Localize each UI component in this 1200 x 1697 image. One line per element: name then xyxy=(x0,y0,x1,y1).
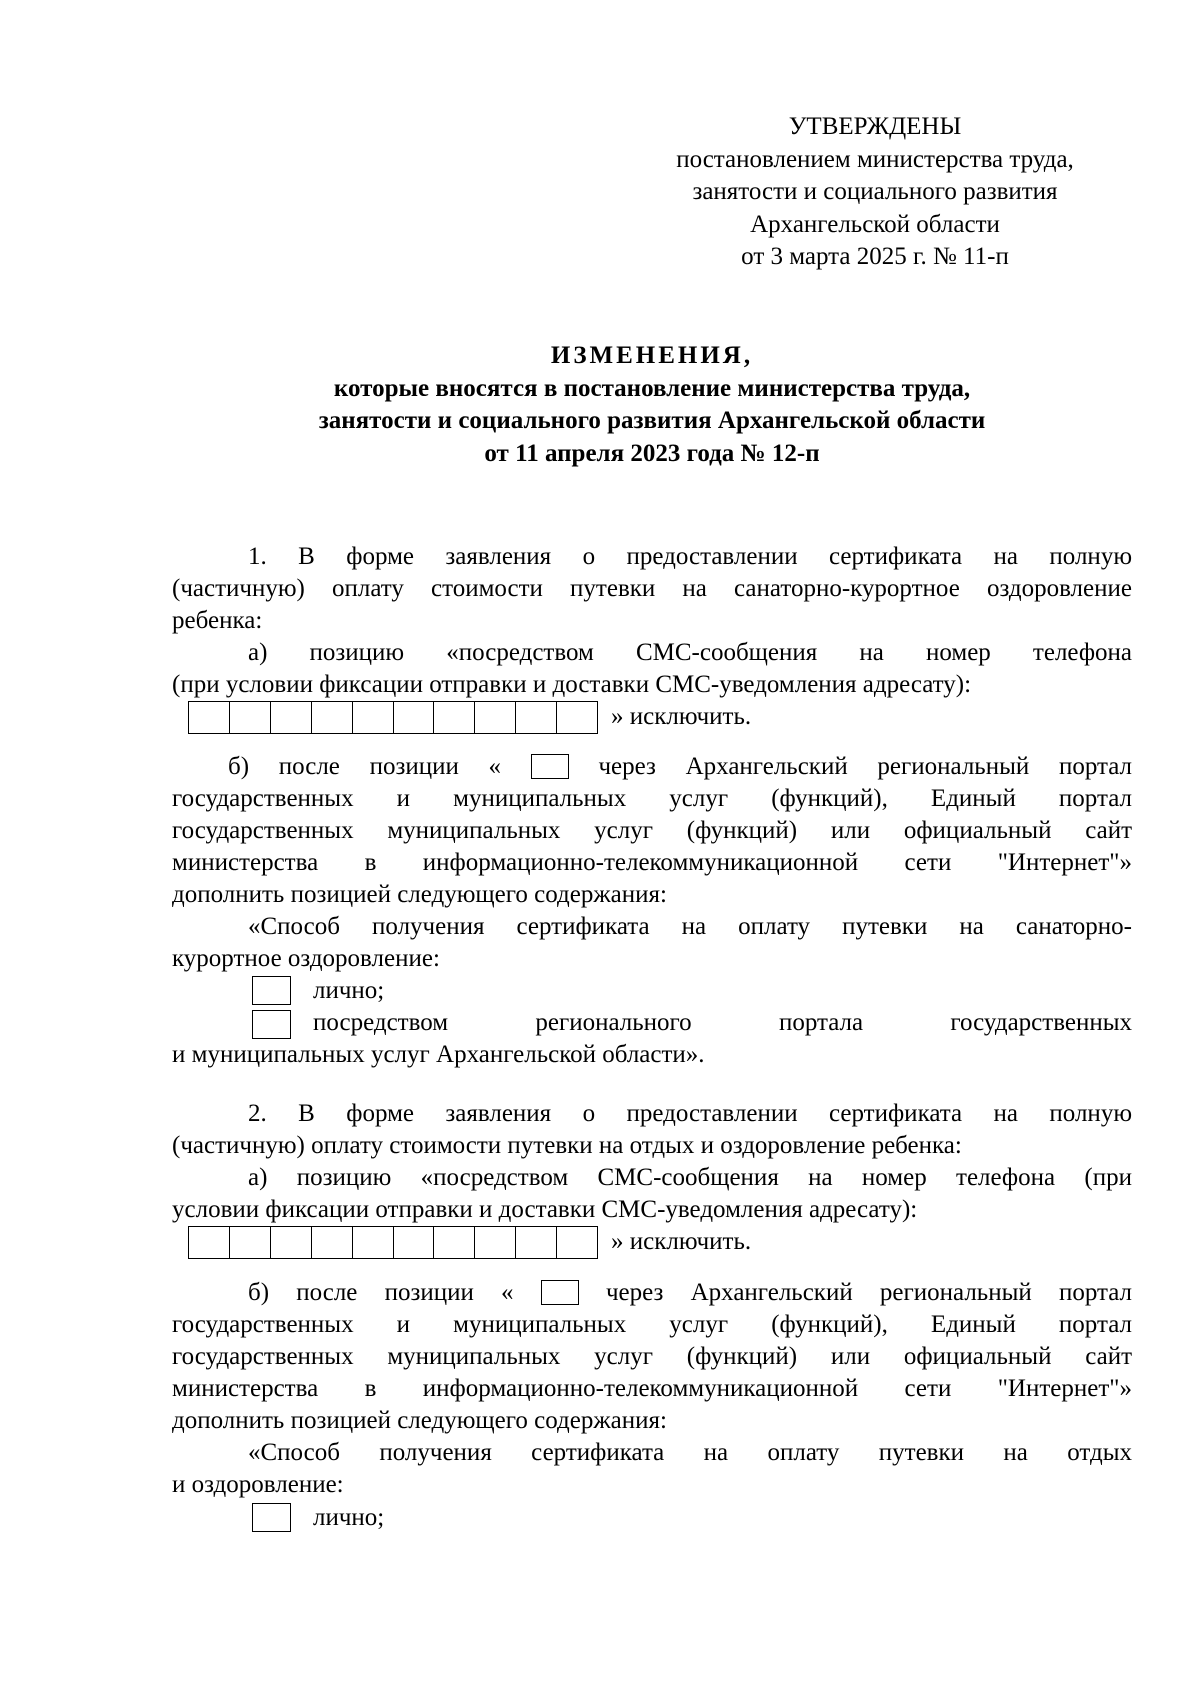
paragraph-line: дополнить позицией следующего содержания: xyxy=(172,881,667,908)
title-line: от 11 апреля 2023 года № 12-п xyxy=(484,439,820,467)
phone-number-cells xyxy=(188,701,598,734)
position-prefix: б) после позиции « xyxy=(228,753,502,780)
title-line: которые вносятся в постановление министерства труда, xyxy=(333,374,971,402)
paragraph-line: 1. В форме заявления о предоставлении сертификата на полную xyxy=(248,543,1132,570)
paragraph-line xyxy=(228,751,1132,783)
option-label: лично; xyxy=(313,977,385,1004)
position-prefix: б) после позиции « xyxy=(248,1279,514,1306)
title-line: занятости и социального развития Архангельской области xyxy=(318,407,986,434)
document-title xyxy=(172,340,1132,470)
paragraph-line: государственных и муниципальных услуг (функций), Единый портал xyxy=(172,1311,1132,1338)
checkbox-icon xyxy=(252,976,291,1005)
approval-line: занятости и социального развития xyxy=(692,178,1058,205)
option-label: лично; xyxy=(313,1504,385,1531)
approval-line: Архангельской области xyxy=(750,210,1000,238)
paragraph-line: министерства в информационно-телекоммуникационной сети "Интернет"» xyxy=(172,849,1132,876)
paragraph-line: и оздоровление: xyxy=(172,1471,344,1498)
checkbox-icon xyxy=(252,1503,291,1532)
paragraph-line: ребенка: xyxy=(172,607,263,634)
paragraph-line: государственных муниципальных услуг (функций) или официальный сайт xyxy=(172,1343,1132,1370)
paragraph-line: условии фиксации отправки и доставки СМС-уведомления адресату): xyxy=(172,1196,918,1223)
phone-number-cells xyxy=(188,1226,598,1259)
option-label: и муниципальных услуг Архангельской области». xyxy=(172,1041,705,1068)
paragraph-line: «Способ получения сертификата на оплату путевки на санаторно- xyxy=(248,913,1132,940)
option-label: посредством регионального портала государственных xyxy=(313,1009,1132,1036)
checkbox-icon xyxy=(541,1280,579,1305)
paragraph-line: (при условии фиксации отправки и доставки СМС-уведомления адресату): xyxy=(172,671,972,698)
checkbox-icon xyxy=(531,754,569,779)
paragraph-line: курортное оздоровление: xyxy=(172,945,440,972)
exclude-label: » исключить. xyxy=(611,1228,752,1255)
exclude-label: » исключить. xyxy=(611,703,752,730)
approval-line: постановлением министерства труда, xyxy=(676,145,1074,173)
position-suffix: через Архангельский региональный портал xyxy=(598,753,1133,780)
paragraph-line: государственных и муниципальных услуг (функций), Единый портал xyxy=(172,785,1132,812)
title-heading: ИЗМЕНЕНИЯ, xyxy=(550,342,754,369)
checkbox-icon xyxy=(252,1010,291,1039)
approval-date: от 3 марта 2025 г. № 11-п xyxy=(741,243,1009,270)
paragraph-line xyxy=(248,1277,1132,1309)
paragraph-line: дополнить позицией следующего содержания: xyxy=(172,1407,667,1434)
paragraph-line: министерства в информационно-телекоммуникационной сети "Интернет"» xyxy=(172,1375,1132,1402)
paragraph-line: 2. В форме заявления о предоставлении сертификата на полную xyxy=(248,1100,1132,1127)
approval-stamp xyxy=(660,111,1090,274)
paragraph-line: а) позицию «посредством СМС-сообщения на номер телефона xyxy=(248,639,1132,666)
paragraph-line: (частичную) оплату стоимости путевки на отдых и оздоровление ребенка: xyxy=(172,1132,962,1159)
paragraph-line: «Способ получения сертификата на оплату путевки на отдых xyxy=(248,1439,1132,1466)
paragraph-line: (частичную) оплату стоимости путевки на санаторно-курортное оздоровление xyxy=(172,575,1132,602)
paragraph-line: государственных муниципальных услуг (функций) или официальный сайт xyxy=(172,817,1132,844)
position-suffix: через Архангельский региональный портал xyxy=(605,1279,1133,1306)
approval-title: УТВЕРЖДЕНЫ xyxy=(788,113,962,140)
paragraph-line: а) позицию «посредством СМС-сообщения на номер телефона (при xyxy=(248,1164,1132,1191)
